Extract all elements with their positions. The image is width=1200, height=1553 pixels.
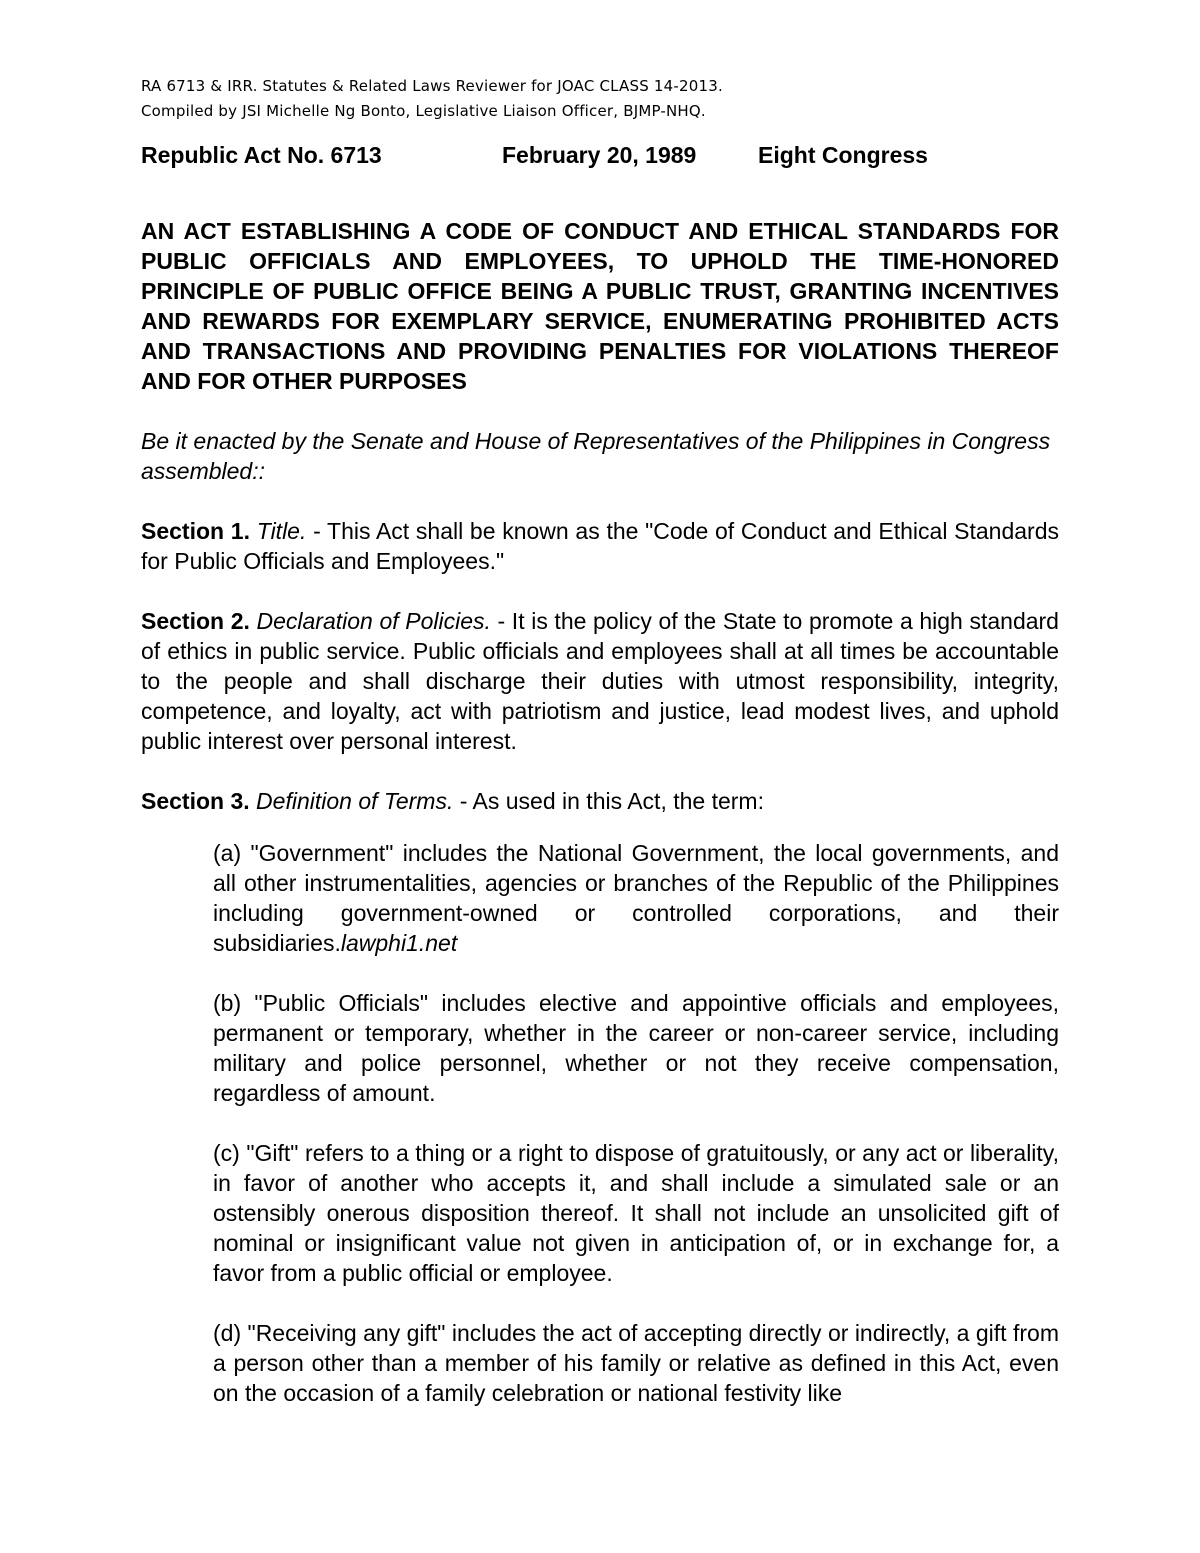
act-date: February 20, 1989 [502, 142, 697, 168]
definition-text: (b) "Public Officials" includes elective and appointive officials and employees, permanent or temporary, whether in the career or non-career service, including military and police personnel, whether or not they receive compensation, regardless of amount. [213, 990, 1059, 1106]
section-3 [141, 786, 1059, 816]
definition-item-d [213, 1318, 1059, 1408]
section-2 [141, 606, 1059, 756]
act-number: Republic Act No. 6713 [141, 142, 382, 168]
act-title: AN ACT ESTABLISHING A CODE OF CONDUCT AND ETHICAL STANDARDS FOR PUBLIC OFFICIALS AND EMPLOYEES, TO UPHOLD THE TIME-HONORED PRINCIPLE OF PUBLIC OFFICE BEING A PUBLIC TRUST, GRANTING INCENTIVES AND REWARDS FOR EXEMPLARY SERVICE, ENUMERATING PROHIBITED ACTS AND TRANSACTIONS AND PROVIDING PENALTIES FOR VIOLATIONS THEREOF AND FOR OTHER PURPOSES [141, 218, 1059, 394]
definition-text: (c) "Gift" refers to a thing or a right to dispose of gratuitously, or any act or liberality, in favor of another who accepts it, and shall include a simulated sale or an ostensibly onerous disposition thereof. It shall not include an unsolicited gift of nominal or insignificant value not given in anticipation of, or in exchange for, a favor from a public official or employee. [213, 1140, 1059, 1286]
section-1 [141, 516, 1059, 576]
definition-item-a [213, 838, 1059, 958]
section-label: Section 2. [141, 608, 250, 634]
definition-item-b [213, 988, 1059, 1108]
section-text: - This Act shall be known as the "Code of Conduct and Ethical Standards for Public Officials and Employees." [141, 518, 1059, 574]
page-header [141, 74, 1101, 124]
section-text: - As used in this Act, the term: [453, 788, 764, 814]
section-heading: Title. [256, 518, 307, 544]
section-label: Section 1. [141, 518, 250, 544]
definitions-list [213, 838, 1059, 1408]
document-body [141, 140, 1059, 1438]
definition-text: (d) "Receiving any gift" includes the act of accepting directly or indirectly, a gift from a person other than a member of his family or relative as defined in this Act, even on the occasion of a family celebration or national festivity like [213, 1320, 1059, 1406]
definition-item-c [213, 1138, 1059, 1288]
section-heading: Declaration of Policies. [256, 608, 491, 634]
definition-text: (a) "Government" includes the National Government, the local governments, and all other instrumentalities, agencies or branches of the Republic of the Philippines including government-owned or controlled corporations, and their subsidiaries. [213, 840, 1059, 956]
section-text: - It is the policy of the State to promote a high standard of ethics in public service. Public officials and employees shall at all times be accountable to the people and shall discharge their duties with utmost responsibility, integrity, competence, and loyalty, act with patriotism and justice, lead modest lives, and uphold public interest over personal interest. [141, 608, 1059, 754]
header-line-1: RA 6713 & IRR. Statutes & Related Laws Reviewer for JOAC CLASS 14-2013. [141, 77, 723, 95]
header-line-2: Compiled by JSI Michelle Ng Bonto, Legislative Liaison Officer, BJMP-NHQ. [141, 102, 706, 120]
watermark-text: lawphi1.net [340, 930, 458, 956]
section-label: Section 3. [141, 788, 250, 814]
section-heading: Definition of Terms. [256, 788, 454, 814]
act-info-line [141, 140, 1059, 170]
enacting-clause: Be it enacted by the Senate and House of Representatives of the Philippines in Congress assembled:: [141, 428, 1051, 484]
act-congress: Eight Congress [758, 142, 928, 168]
